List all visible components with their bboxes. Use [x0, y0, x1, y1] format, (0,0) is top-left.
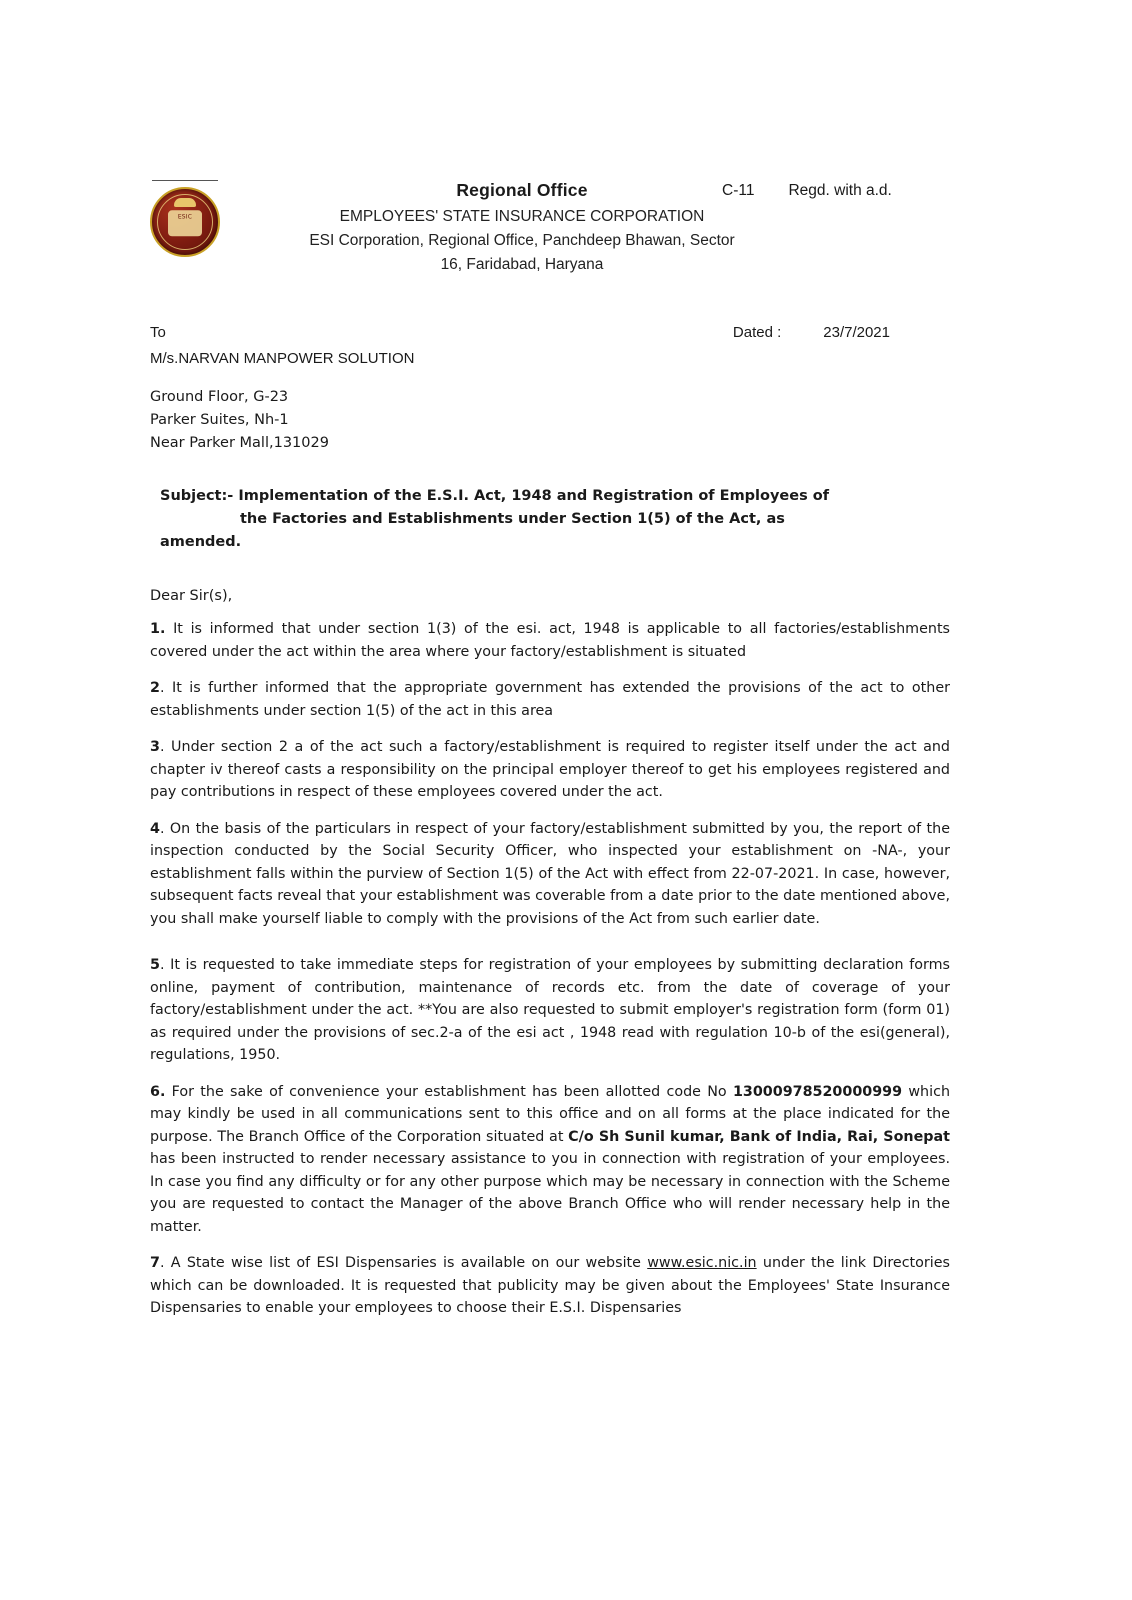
paragraph-3 — [150, 736, 950, 804]
header-right-block — [722, 182, 952, 200]
dated-block — [733, 320, 890, 346]
organization-name: EMPLOYEES' STATE INSURANCE CORPORATION — [339, 208, 705, 225]
paragraph-5-number: 5 — [150, 957, 160, 973]
paragraph-2 — [150, 677, 950, 722]
subject-line-1: Subject:- Implementation of the E.S.I. Act, 1948 and Registration of Employees of — [160, 488, 830, 504]
address-line-3: Near Parker Mall,131029 — [150, 435, 329, 451]
paragraph-7-text-part-2: under the link Directories which can be downloaded. It is requested that publicity may be given about the Employees' State Insurance Dispensaries to enable your employees to choose their E.S.I. Dispensaries — [150, 1255, 950, 1316]
form-code: C-11 — [722, 182, 755, 199]
paragraph-7-text-part-1: . A State wise list of ESI Dispensaries is available on our website — [159, 1255, 641, 1271]
subject-line-3: amended. — [160, 534, 242, 550]
paragraph-6-text-part-3: has been instructed to render necessary assistance to you in connection with registration of your employees. In case you find any difficulty or for any other purpose which may be necessary in connection with the Scheme you are requested to contact the Manager of the above Branch Office who will render necessary help in the matter. — [150, 1151, 950, 1235]
header-rule — [152, 180, 218, 181]
office-address-line-1: ESI Corporation, Regional Office, Panchdeep Bhawan, Sector — [309, 232, 735, 249]
office-title: Regional Office — [456, 180, 588, 200]
letter-header — [150, 180, 950, 290]
subject-block — [150, 485, 950, 554]
dated-label: Dated : — [732, 324, 782, 341]
paragraph-6-text-part-2: which may kindly be used in all communications sent to this office and on all forms at the place indicated for the purpose. The Branch Office of the Corporation situated at — [150, 1083, 951, 1145]
paragraph-5 — [150, 954, 950, 1067]
addressee-name: M/s.NARVAN MANPOWER SOLUTION — [150, 350, 415, 367]
address-line-1: Ground Floor, G-23 — [150, 389, 289, 405]
paragraph-7 — [150, 1252, 950, 1320]
subject-line-2: the Factories and Establishments under Section 1(5) of the Act, as — [240, 511, 785, 527]
paragraph-1 — [150, 618, 950, 663]
regd-note: Regd. with a.d. — [788, 182, 892, 199]
paragraph-6 — [150, 1081, 950, 1239]
esic-logo-icon — [150, 187, 220, 257]
dated-value: 23/7/2021 — [823, 324, 890, 341]
salutation: Dear Sir(s), — [150, 588, 233, 604]
paragraph-2-text: . It is further informed that the appropriate government has extended the provisions of the act to other establishments under section 1(5) of the act in this area — [150, 680, 950, 719]
paragraph-6-number: 6. — [150, 1083, 166, 1100]
paragraph-4 — [150, 818, 950, 931]
branch-office-address: C/o Sh Sunil kumar, Bank of India, Rai, Sonepat — [568, 1128, 951, 1145]
esic-website-link[interactable]: www.esic.nic.in — [647, 1255, 757, 1271]
addressee-address — [150, 386, 950, 455]
paragraph-7-number: 7 — [150, 1255, 160, 1271]
esic-emblem-container — [150, 180, 226, 257]
paragraph-3-number: 3 — [150, 739, 160, 755]
address-block — [150, 320, 950, 455]
paragraph-5-text: . It is requested to take immediate steps for registration of your employees by submitting declaration forms online, payment of contribution, maintenance of records etc. from the date of coverage of your factory/establishment under the act. **You are also requested to submit employer's registration form (form 01) as required under the provisions of sec.2-a of the esi act , 1948 read with regulation 10-b of the esi(general), regulations, 1950. — [150, 957, 950, 1063]
paragraph-1-text: It is informed that under section 1(3) of the esi. act, 1948 is applicable to all factories/establishments covered under the act within the area where your factory/establishment is situated — [150, 621, 951, 660]
establishment-code: 13000978520000999 — [732, 1083, 903, 1100]
letter-body — [150, 180, 950, 1320]
paragraph-3-text: . Under section 2 a of the act such a factory/establishment is required to register itself under the act and chapter iv thereof casts a responsibility on the principal employer thereof to get his employees registered and pay contributions in respect of these employees covered under the act. — [150, 739, 950, 800]
paragraph-1-number: 1. — [150, 621, 166, 637]
office-address-line-2: 16, Faridabad, Haryana — [440, 256, 604, 273]
paragraph-2-number: 2 — [150, 680, 160, 696]
paragraph-4-number: 4 — [150, 820, 160, 837]
paragraph-4-text: . On the basis of the particulars in respect of your factory/establishment submitted by you, the report of the inspection conducted by the Social Security Officer, who inspected your establishment on -NA-, your establishment falls within the purview of Section 1(5) of the Act with effect from 22-07-2021. In case, however, subsequent facts reveal that your establishment was coverable from a date prior to the date mentioned above, you shall make yourself liable to comply with the provisions of the Act from such earlier date. — [150, 820, 950, 927]
address-line-2: Parker Suites, Nh-1 — [150, 412, 289, 428]
to-label: To — [150, 324, 166, 341]
emblem-ornament — [174, 198, 196, 207]
paragraph-6-text-part-1: For the sake of convenience your establishment has been allotted code No — [171, 1083, 727, 1100]
emblem-inner-text: ESIC — [168, 210, 202, 236]
